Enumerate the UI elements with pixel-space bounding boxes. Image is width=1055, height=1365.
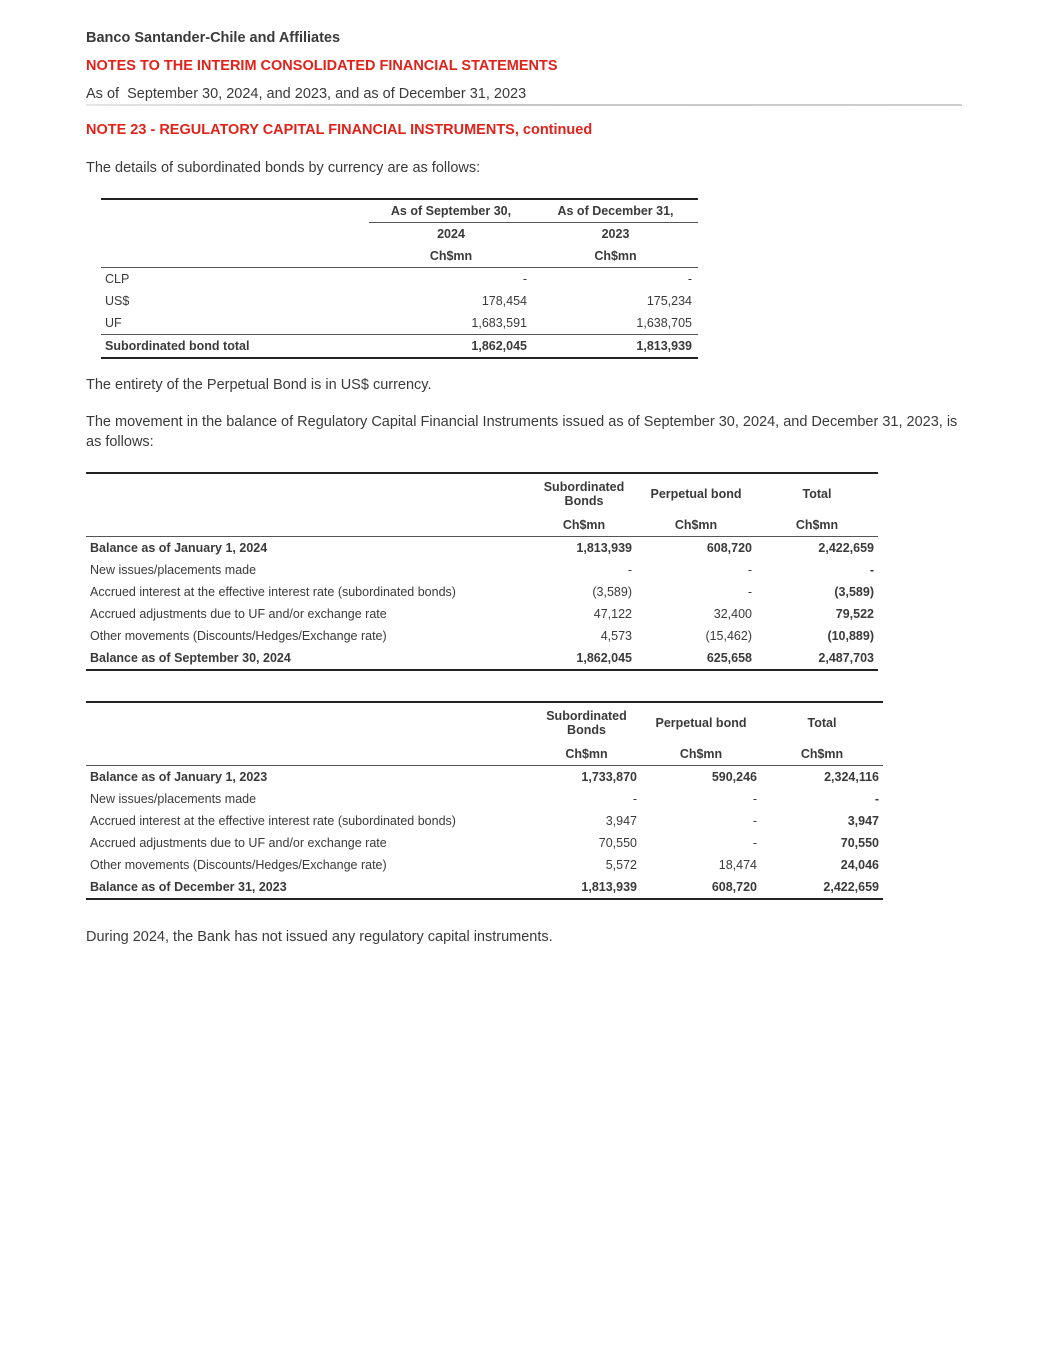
table-row <box>86 581 878 603</box>
col-header-subordinated: Subordinated Bonds <box>532 473 636 514</box>
table-row <box>86 647 878 670</box>
col-header-perpetual: Perpetual bond <box>636 473 756 514</box>
row-label: Balance as of January 1, 2024 <box>90 541 268 555</box>
cell-value: 625,658 <box>636 647 756 670</box>
cell-value: 5,572 <box>605 858 637 872</box>
col-unit-2024: Ch$mn <box>369 245 533 268</box>
cell-value: - <box>752 836 757 850</box>
cell-value: 1,813,939 <box>576 541 632 555</box>
cell-value: 18,474 <box>718 858 757 872</box>
cell-value: 79,522 <box>835 607 874 621</box>
cell-value: - <box>869 563 874 577</box>
row-label: UF <box>101 312 369 335</box>
cell-value: 24,046 <box>840 858 879 872</box>
cell-value: (3,589) <box>834 585 874 599</box>
col-year-2023: 2023 <box>601 227 630 241</box>
movement-table-2023 <box>86 701 883 900</box>
as-of-date: As of September 30, 2024, and 2023, and as of December 31, 2023 <box>86 86 527 102</box>
col-header-dec-2023: As of December 31, <box>533 199 698 223</box>
row-label: Balance as of September 30, 2024 <box>86 647 532 670</box>
col-unit: Ch$mn <box>636 514 756 537</box>
currency-table <box>101 198 698 359</box>
movement-table-2024 <box>86 472 878 671</box>
company-name: Banco Santander-Chile and Affiliates <box>86 30 341 46</box>
cell-value: 1,813,939 <box>532 876 641 899</box>
row-label: Accrued interest at the effective interest rate (subordinated bonds) <box>90 814 456 828</box>
table-row <box>86 559 878 581</box>
cell-value: 3,947 <box>605 814 637 828</box>
cell-value: 178,454 <box>481 294 527 308</box>
table-row <box>86 625 878 647</box>
row-label: Balance as of December 31, 2023 <box>86 876 532 899</box>
table-row <box>101 268 698 291</box>
cell-value: 608,720 <box>706 541 752 555</box>
cell-value: (10,889) <box>827 629 874 643</box>
cell-value: 70,550 <box>598 836 637 850</box>
cell-value: - <box>752 792 757 806</box>
cell-value: 2,487,703 <box>756 647 878 670</box>
row-label: CLP <box>105 272 130 286</box>
col-year-2024: 2024 <box>437 227 465 241</box>
cell-value: 1,862,045 <box>369 335 533 359</box>
cell-value: - <box>522 272 527 286</box>
row-label: Other movements (Discounts/Hedges/Exchange rate) <box>90 629 387 643</box>
perpetual-text: The entirety of the Perpetual Bond is in US$ currency. <box>86 377 432 393</box>
cell-value: - <box>747 563 752 577</box>
total-row <box>101 335 698 359</box>
intro-text: The details of subordinated bonds by currency are as follows: <box>86 160 481 176</box>
cell-value: - <box>747 585 752 599</box>
row-label: Subordinated bond total <box>101 335 369 359</box>
cell-value: 3,947 <box>847 814 879 828</box>
col-unit: Ch$mn <box>756 514 878 537</box>
col-unit: Ch$mn <box>532 514 636 537</box>
table-row <box>86 854 883 876</box>
col-unit-2023: Ch$mn <box>533 245 698 268</box>
cell-value: 2,422,659 <box>761 876 883 899</box>
cell-value: (15,462) <box>705 629 752 643</box>
table-row <box>101 312 698 335</box>
col-header-total: Total <box>761 702 883 743</box>
cell-value: - <box>874 792 879 806</box>
cell-value: 1,862,045 <box>532 647 636 670</box>
cell-value: (3,589) <box>592 585 632 599</box>
cell-value: - <box>752 814 757 828</box>
row-label: Accrued adjustments due to UF and/or exchange rate <box>90 607 387 621</box>
row-label: Accrued adjustments due to UF and/or exchange rate <box>90 836 387 850</box>
table-row <box>86 537 878 560</box>
cell-value: 70,550 <box>840 836 879 850</box>
table-row <box>86 603 878 625</box>
cell-value: 2,324,116 <box>824 770 879 784</box>
cell-value: 1,813,939 <box>533 335 698 359</box>
table-row <box>86 832 883 854</box>
row-label: New issues/placements made <box>90 563 257 577</box>
table-row <box>86 876 883 899</box>
cell-value: 47,122 <box>593 607 632 621</box>
row-label: New issues/placements made <box>90 792 257 806</box>
cell-value: 1,733,870 <box>581 770 637 784</box>
col-header-sep-2024: As of September 30, <box>369 199 533 223</box>
row-label: US$ <box>105 294 130 308</box>
cell-value: 1,683,591 <box>369 312 533 335</box>
col-unit: Ch$mn <box>761 743 883 766</box>
closing-text: During 2024, the Bank has not issued any regulatory capital instruments. <box>86 929 553 945</box>
cell-value: 608,720 <box>641 876 761 899</box>
table-row <box>101 290 698 312</box>
col-unit: Ch$mn <box>641 743 761 766</box>
col-unit: Ch$mn <box>532 743 641 766</box>
cell-value: 175,234 <box>646 294 692 308</box>
cell-value: 1,638,705 <box>533 312 698 335</box>
col-header-perpetual: Perpetual bond <box>641 702 761 743</box>
table-row <box>86 766 883 789</box>
notes-title: NOTES TO THE INTERIM CONSOLIDATED FINANCIAL STATEMENTS <box>86 58 558 74</box>
cell-value: - <box>627 563 632 577</box>
table-row <box>86 788 883 810</box>
cell-value: - <box>632 792 637 806</box>
row-label: Accrued interest at the effective interest rate (subordinated bonds) <box>90 585 456 599</box>
row-label: Other movements (Discounts/Hedges/Exchange rate) <box>90 858 387 872</box>
cell-value: 4,573 <box>600 629 632 643</box>
cell-value: 2,422,659 <box>818 541 874 555</box>
row-label: Balance as of January 1, 2023 <box>90 770 268 784</box>
col-header-total: Total <box>756 473 878 514</box>
header-divider <box>86 104 962 106</box>
note-heading: NOTE 23 - REGULATORY CAPITAL FINANCIAL INSTRUMENTS, continued <box>86 122 593 138</box>
col-header-subordinated: Subordinated Bonds <box>532 702 641 743</box>
cell-value: 32,400 <box>713 607 752 621</box>
movement-text: The movement in the balance of Regulatory Capital Financial Instruments issued as of September 30, 2024, and December 31, 2023, is as follows: <box>86 414 958 450</box>
cell-value: - <box>687 272 692 286</box>
table-row <box>86 810 883 832</box>
cell-value: 590,246 <box>711 770 757 784</box>
